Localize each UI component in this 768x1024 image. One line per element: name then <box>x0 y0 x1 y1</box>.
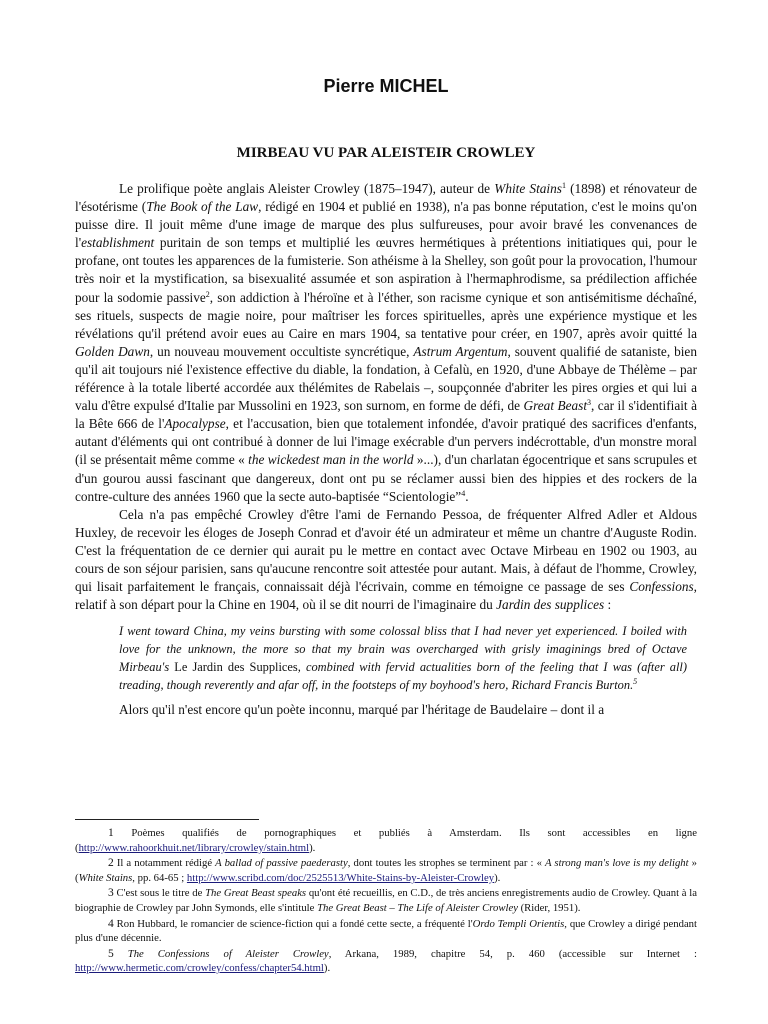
article-title: MIRBEAU VU PAR ALEISTEIR CROWLEY <box>236 145 536 161</box>
document-page <box>75 0 697 1024</box>
footnote-5-link[interactable]: http://www.hermetic.com/crowley/confess/chapter54.html <box>75 962 324 975</box>
footnotes <box>75 826 697 977</box>
block-quote: I went toward China, my veins bursting with some colossal bliss that I had never yet experienced. I boiled with love for the unknown, the more so that my brain was overcharged with grisly imaginings bred of Octave Mirbeau's Le Jardin des Supplices, combined with fervid actualities born of the feeling that I was (after all) treading, though reverently and afar off, in the footsteps of my boyhood's hero, Richard Francis Burton.$^5$ <box>119 624 687 692</box>
footnote-5: 5 The Confessions of Aleister Crowley, Arkana, 1989, chapitre 54, p. 460 (accessible sur Internet : http://www.hermetic.com/crowley/confess/chapter54.html). <box>75 947 697 975</box>
footnote-4: 4 Ron Hubbard, le romancier de science-fiction qui a fondé cette secte, a fréquenté l'Ordo Templi Orientis, que Crowley a dirigé pendant plus d'une décennie. <box>75 917 697 945</box>
footnote-3: 3 C'est sous le titre de The Great Beast speaks qu'ont été recueillis, en C.D., de très anciens enregistrements audio de Crowley. Quant à la biographie de Crowley par John Symonds, elle s'intitule The Great Beast – The Life of Aleister Crowley (Rider, 1951). <box>75 887 697 914</box>
paragraph-3: Alors qu'il n'est encore qu'un poète inconnu, marqué par l'héritage de Baudelaire – dont il a <box>119 702 605 718</box>
article-body <box>75 180 697 720</box>
footnote-ref-3[interactable]: 3 <box>587 398 592 408</box>
footnote-2: 2 Il a notamment rédigé A ballad of passive paederasty, dont toutes les strophes se terminent par : « A strong man's love is my delight » (White Stains, pp. 64-65 ; http://www.scribd.com/doc/2525513/White-Stains-by-Aleister-Crowley). <box>75 857 698 884</box>
paragraph-2: Cela n'a pas empêché Crowley d'être l'ami de Fernando Pessoa, de fréquenter Alfred Adler et Aldous Huxley, de recevoir les éloges de Joseph Conrad et d'avoir été un admirateur et même un chantre d'Auguste Rodin. C'est la fréquentation de ce dernier qui aurait pu le mettre en contact avec Octave Mirbeau en 1902 ou 1903, au cours de son séjour parisien, sans qu'aucune rencontre soit attestée pour autant. Mais, à défaut de l'homme, Crowley, qui lisait parfaitement le français, connaissait déjà l'écrivain, comme en témoigne ce passage de ses Confessions, relatif à son départ pour la Chine en 1904, où il se dit nourri de l'imaginaire du Jardin des supplices : <box>75 506 697 613</box>
footnote-ref-5[interactable]: 5 <box>633 676 638 686</box>
footnote-2-link[interactable]: http://www.scribd.com/doc/2525513/White-Stains-by-Aleister-Crowley <box>186 871 495 884</box>
footnote-ref-4[interactable]: 4 <box>461 488 466 498</box>
footnote-ref-1[interactable]: 1 <box>561 181 566 190</box>
author-name: Pierre MICHEL <box>323 76 449 96</box>
footnote-separator <box>75 819 259 820</box>
footnote-1: 1 Poèmes qualifiés de pornographiques et publiés à Amsterdam. Ils sont accessibles en ligne (http://www.rahoorkhuit.net/library/crowley/stain.html). <box>75 827 697 854</box>
footnote-ref-2[interactable]: 2 <box>205 289 210 299</box>
footnote-1-link[interactable]: http://www.rahoorkhuit.net/library/crowley/stain.html <box>78 841 310 854</box>
paragraph-1: Le prolifique poète anglais Aleister Crowley (1875–1947), auteur de White Stains$^1$ (1898) et rénovateur de l'ésotérisme (The Book of the Law, rédigé en 1904 et publié en 1938), n'a pas bonne réputation, c'est le moins qu'on puisse dire. Il jouit même d'une image de marque des plus sulfureuses, pour avoir bravé les convenances de l'establishment puritain de son temps et multiplié les œuvres hermétiques à prétentions initiatiques qui, pour le profane, ont toutes les apparences de la fumisterie. Son athéisme à la Shelley, son goût pour la provocation, l'humour très noir et la mystification, sa bisexualité assumée et son aspiration à l'hermaphrodisme, sa prédilection affichée pour la sodomie passive$^2$, son addiction à l'héroïne et à l'éther, son racisme cynique et son antisémitisme déchaîné, ses rituels, suspects de magie noire, pour maîtriser les forces spirituelles, après une expérience mystique et les révélations qu'il prétend avoir eues au Caire en mars 1904, sa tentative pour créer, en 1907, après avoir quitté la Golden Dawn, un nouveau mouvement occultiste syncrétique, Astrum Argentum, souvent qualifié de sataniste, bien qu'il ait toujours nié l'existence effective du diable, la fondation, à Cefalù, en 1920, d'une Abbaye de Thélème – par référence à la totale liberté accordée aux thélémites de Rabelais –, soupçonnée d'abriter les pires orgies et qui lui a valu d'être expulsé d'Italie par Mussolini en 1923, son surnom, en forme de défi, de Great Beast$^3$, car il s'identifiait à la Bête 666 de l'Apocalypse, et l'accusation, bien que totalement infondée, d'avoir pratiqué des sacrifices d'enfants, autant d'éléments qui ont contribué à donner de lui l'image exécrable d'un pervers indécrottable, d'un monstre moral (il se présentait même comme « the wickedest man in the world »...), d'un charlatan égocentrique et sans scrupules et d'un gourou aussi fascinant que dangereux, dont ont pu se réclamer aussi bien des hippies et des rockers de la contre-culture des années 1960 que la secte auto-baptisée “Scientologie”$^4$. <box>75 181 697 504</box>
